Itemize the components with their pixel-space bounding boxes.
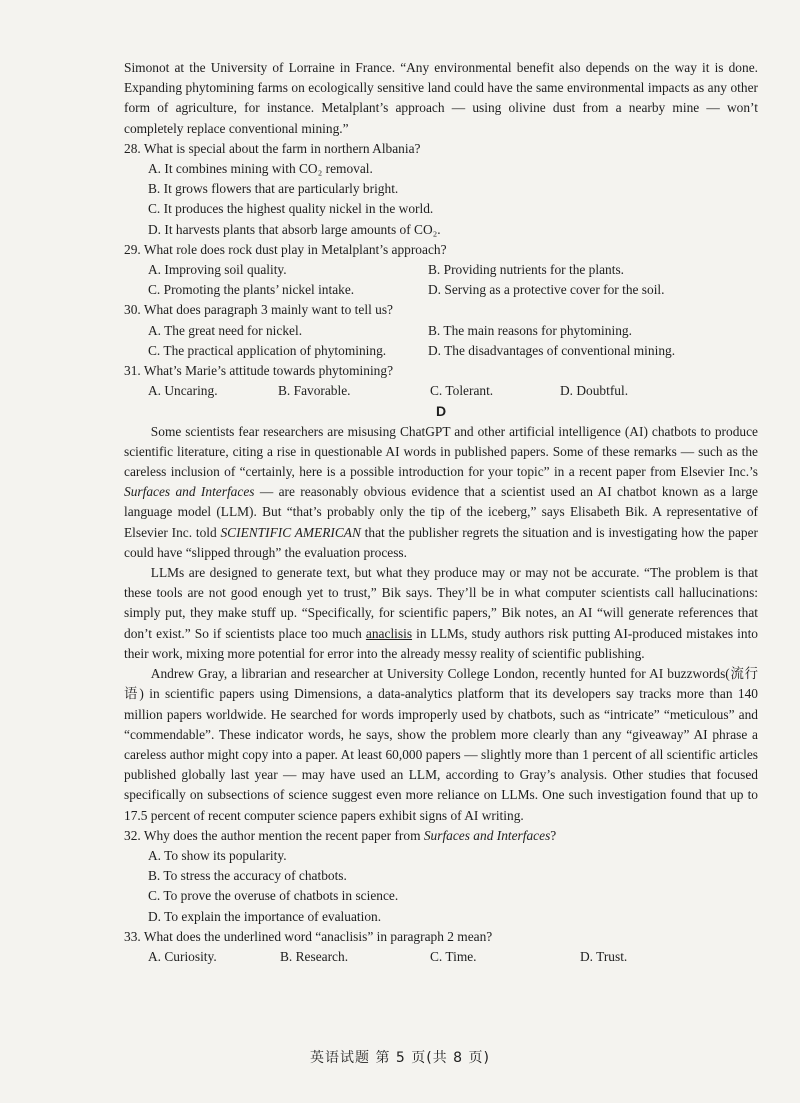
option-a: A. Curiosity. — [148, 948, 217, 964]
question-32 — [124, 826, 758, 927]
underlined-word: anaclisis — [365, 625, 413, 641]
text-span: LLMs are designed to generate text, but what they produce may or may not be accurate. “The problem is that these tools are not good enough yet to trust,” Bik says. They’ll be in what computer scientists call hallucinations: simply put, they make stuff up. “Specifically, for scientific papers,” Bik notes, an AI “will generate references that don’t exist.” So if scientists place too much — [124, 565, 758, 641]
option-d: D. It harvests plants that absorb large amounts of CO₂. — [148, 221, 441, 237]
text-span: Some scientists fear researchers are misusing ChatGPT and other artificial intelligence (AI) chatbots to produce scientific literature, citing a rise in questionable AI words in published papers. Some of these remarks — such as the careless inclusion of “certainly, here is a possible introduction for your topic” in a recent paper from Elsevier Inc.’s — [124, 423, 758, 480]
option-c: C. The practical application of phytomining. — [148, 342, 387, 358]
option-d: D. The disadvantages of conventional mining. — [428, 342, 676, 358]
option-b: B. The main reasons for phytomining. — [428, 322, 632, 338]
option-d: D. Doubtful. — [560, 383, 629, 399]
option-b: B. Favorable. — [278, 383, 351, 399]
passage-d-paragraph-2 — [124, 563, 758, 664]
journal-title: Surfaces and Interfaces — [124, 484, 255, 500]
magazine-title: SCIENTIFIC AMERICAN — [220, 524, 361, 540]
option-c: C. It produces the highest quality nickel in the world. — [148, 201, 434, 217]
option-a: A. To show its popularity. — [148, 847, 287, 863]
question-33 — [124, 927, 758, 967]
option-c: C. Time. — [430, 948, 477, 964]
question-stem: 29. What role does rock dust play in Metalplant’s approach? — [124, 241, 447, 257]
question-stem: 28. What is special about the farm in northern Albania? — [124, 140, 421, 156]
passage-c-ending: Simonot at the University of Lorraine in France. “Any environmental benefit also depends on the way it is done. Expanding phytomining farms on ecologically sensitive land could have the same environmental impacts as any other form of agriculture, for instance. Metalplant’s approach — using olivine dust from a nearby mine — won’t completely replace conventional mining.” — [124, 60, 758, 136]
question-28 — [124, 139, 758, 240]
option-b: B. It grows flowers that are particularly bright. — [148, 181, 399, 197]
question-stem — [124, 826, 758, 846]
option-d: D. Serving as a protective cover for the soil. — [428, 282, 665, 298]
journal-title: Surfaces and Interfaces — [423, 827, 551, 843]
text-span: — are reasonably obvious evidence that a scientist used an AI chatbot known as a large language model (LLM). But “that’s probably only the tip of the iceberg,” says Elisabeth Bik. A representative of Elsevier Inc. told — [124, 484, 758, 540]
option-a: A. The great need for nickel. — [148, 322, 303, 338]
text-span: in LLMs, study authors risk putting AI-produced mistakes into their work, mixing more potential for error into the already messy reality of scientific publishing. — [124, 625, 758, 661]
option-a: A. It combines mining with CO₂ removal. — [148, 161, 373, 177]
option-c: C. To prove the overuse of chatbots in science. — [148, 888, 399, 904]
option-c: C. Tolerant. — [430, 383, 494, 399]
text-span: 32. Why does the author mention the recent paper from — [124, 827, 424, 843]
question-30 — [124, 300, 758, 361]
question-stem: 31. What’s Marie’s attitude towards phytomining? — [124, 363, 394, 379]
option-d: D. Trust. — [580, 948, 628, 964]
section-heading-d: D — [435, 403, 447, 420]
question-31 — [124, 361, 758, 401]
option-b: B. To stress the accuracy of chatbots. — [148, 868, 347, 884]
option-a: A. Uncaring. — [148, 383, 218, 399]
question-stem: 30. What does paragraph 3 mainly want to tell us? — [124, 302, 393, 318]
option-b: B. Providing nutrients for the plants. — [428, 262, 625, 278]
exam-page — [124, 58, 758, 967]
passage-d-paragraph-1 — [124, 422, 758, 563]
question-29 — [124, 240, 758, 301]
option-d: D. To explain the importance of evaluation. — [148, 908, 382, 924]
question-stem: 33. What does the underlined word “anaclisis” in paragraph 2 mean? — [124, 928, 493, 944]
passage-d-paragraph-3: Andrew Gray, a librarian and researcher at University College London, recently hunted for AI buzzwords(流行语) in scientific papers using Dimensions, a data-analytics platform that its developers say tracks more than 140 million papers worldwide. He searched for words improperly used by chatbots, such as “intricate” “meticulous” and “commendable”. These indicator words, he says, show the problem more clearly than any “giveaway” AI phrase a careless author might copy into a paper. At least 60,000 papers — slightly more than 1 percent of all scientific articles published globally last year — may have used an LLM, according to Gray’s analysis. Other studies that focused specifically on subsections of science suggest even more reliance on LLMs. One such investigation found that up to 17.5 percent of recent computer science papers exhibit signs of AI writing. — [124, 666, 758, 823]
page-footer: 英语试题 第 5 页(共 8 页) — [310, 1050, 490, 1066]
option-a: A. Improving soil quality. — [148, 262, 287, 278]
option-c: C. Promoting the plants’ nickel intake. — [148, 282, 355, 298]
text-span: ? — [550, 827, 557, 843]
text-span: that the publisher regrets the situation and is investigating how the paper could have “slipped through” the evaluation process. — [124, 524, 758, 560]
option-b: B. Research. — [280, 948, 349, 964]
